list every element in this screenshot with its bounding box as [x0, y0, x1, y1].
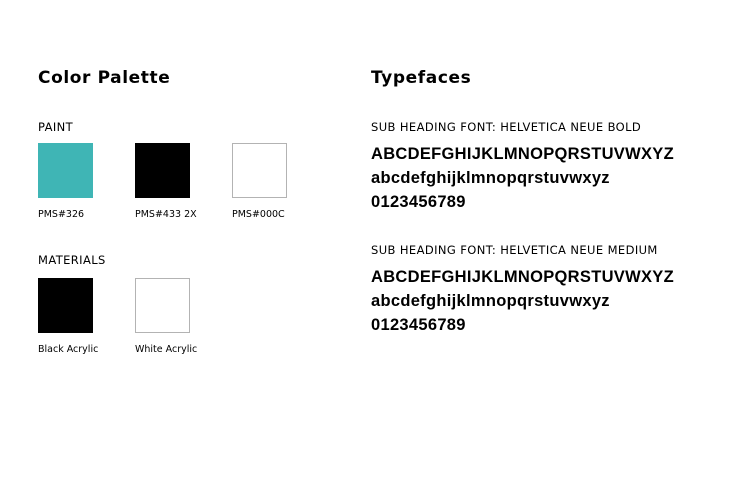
font-bold-uppercase: ABCDEFGHIJKLMNOPQRSTUVWXYZ: [371, 145, 674, 163]
swatch-white-acrylic: [135, 278, 198, 356]
paint-label: PAINT: [38, 120, 74, 134]
swatch-white-acrylic-color: [135, 278, 190, 333]
color-palette-section: [38, 66, 338, 356]
font-bold-digits: 0123456789: [371, 193, 466, 211]
swatch-pms000c: [232, 143, 287, 221]
swatch-pms000c-label: PMS#000C: [232, 209, 285, 220]
font-bold-lowercase: abcdefghijklmnopqrstuvwxyz: [371, 169, 610, 187]
font-medium-uppercase: ABCDEFGHIJKLMNOPQRSTUVWXYZ: [371, 268, 674, 286]
typefaces-title: Typefaces: [371, 68, 472, 88]
swatch-pms433: [135, 143, 197, 221]
swatch-pms326-color: [38, 143, 93, 198]
swatch-black-acrylic: [38, 278, 99, 356]
materials-label: MATERIALS: [38, 253, 106, 267]
materials-group: [38, 252, 338, 356]
font-sample-bold: [371, 119, 731, 214]
swatch-black-acrylic-color: [38, 278, 93, 333]
swatch-pms326-label: PMS#326: [38, 209, 85, 220]
font-bold-label: SUB HEADING FONT: HELVETICA NEUE BOLD: [371, 120, 642, 134]
swatch-pms000c-color: [232, 143, 287, 198]
font-medium-lowercase: abcdefghijklmnopqrstuvwxyz: [371, 292, 610, 310]
font-medium-label: SUB HEADING FONT: HELVETICA NEUE MEDIUM: [371, 243, 658, 257]
swatch-white-acrylic-label: White Acrylic: [135, 344, 198, 355]
font-sample-medium: [371, 242, 731, 337]
swatch-pms433-color: [135, 143, 190, 198]
color-palette-title: Color Palette: [38, 68, 171, 88]
swatch-pms433-label: PMS#433 2X: [135, 209, 197, 220]
swatch-black-acrylic-label: Black Acrylic: [38, 344, 99, 355]
font-medium-digits: 0123456789: [371, 316, 466, 334]
swatch-pms326: [38, 143, 93, 221]
typefaces-section: [371, 66, 731, 337]
paint-group: [38, 119, 338, 221]
